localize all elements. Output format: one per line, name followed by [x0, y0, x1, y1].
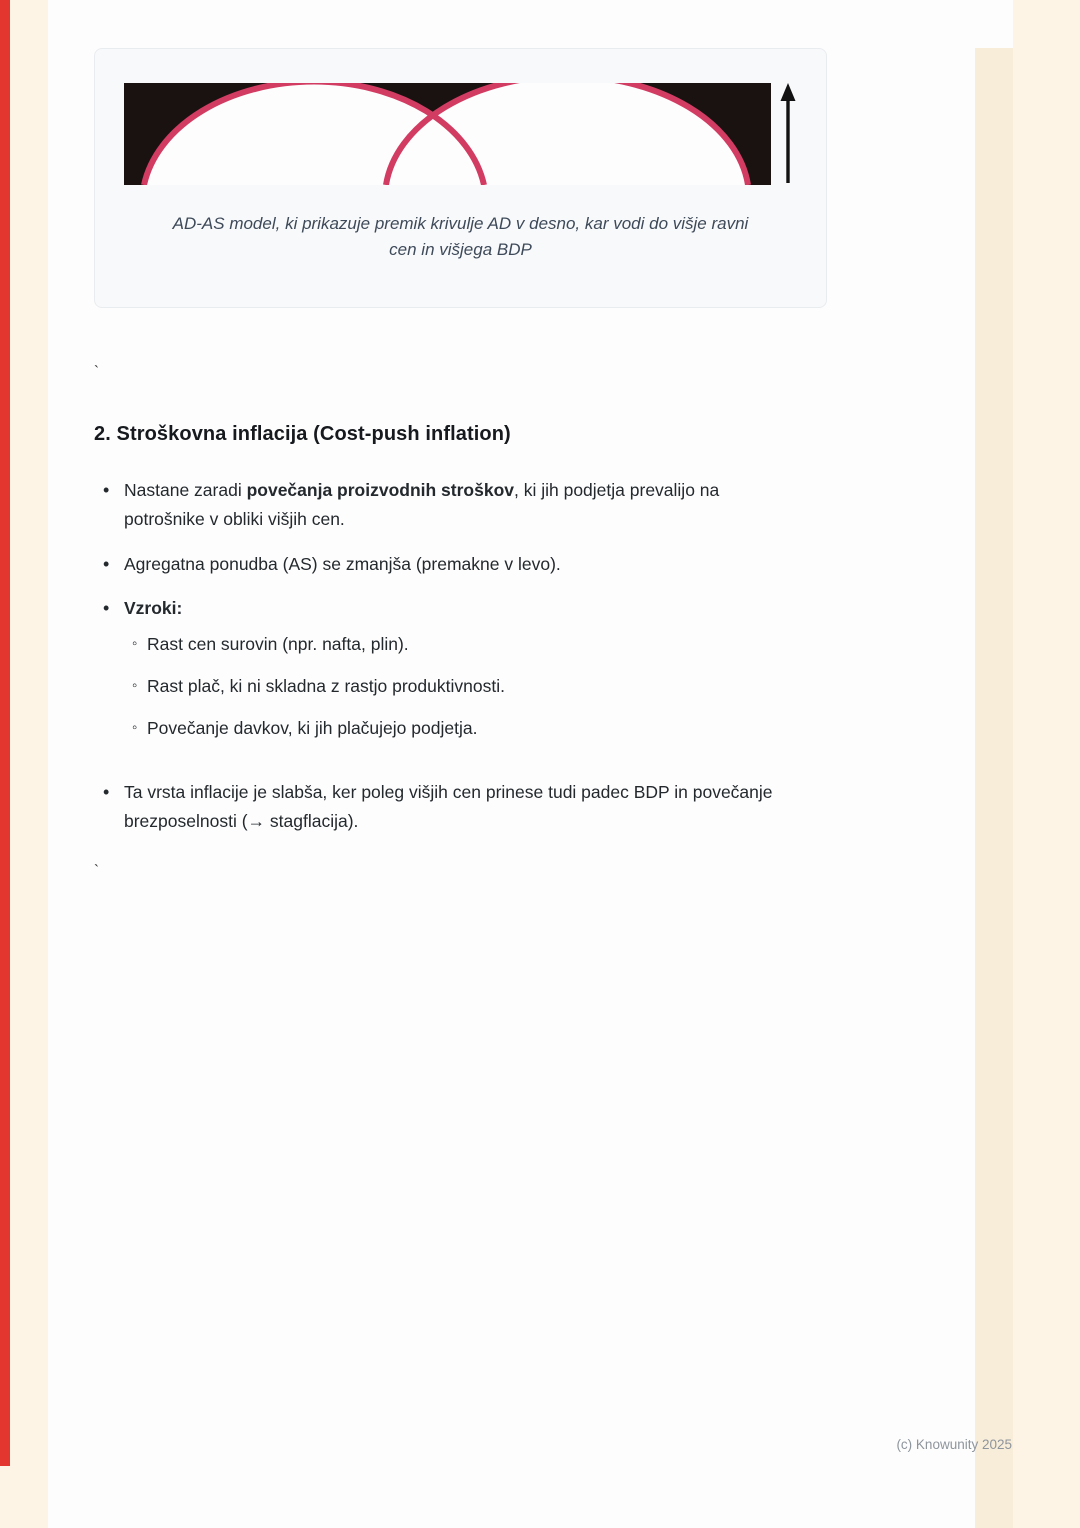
ad-as-curves-graphic	[124, 83, 771, 185]
sub-list-item-text: Rast cen surovin (npr. nafta, plin).	[147, 633, 409, 654]
list-item	[94, 550, 834, 579]
section-heading: 2. Stroškovna inflacija (Cost-push inflation)	[94, 423, 511, 445]
list-item	[94, 594, 834, 757]
b1-pre: Nastane zaradi	[124, 480, 247, 500]
sub-list-item	[124, 714, 505, 743]
stray-backtick-bottom: `	[94, 861, 99, 879]
sub-list-item-text: Povečanje davkov, ki jih plačujejo podjetja.	[147, 718, 478, 739]
chart-row	[124, 83, 797, 185]
copyright: (c) Knowunity 2025	[896, 1437, 1012, 1452]
sub-bullet-marker-icon: ◦	[132, 676, 138, 694]
stray-backtick-top: `	[94, 363, 99, 380]
up-arrow-icon	[779, 83, 797, 185]
right-margin-band	[975, 48, 1013, 1528]
sub-list-item	[124, 630, 505, 659]
figure-card	[94, 48, 827, 308]
sub-bullet-marker-icon: ◦	[132, 719, 138, 737]
bullet-marker-icon: •	[103, 598, 110, 619]
b1-post: , ki jih podjetja prevalijo na potrošnike v obliki višjih cen.	[124, 480, 720, 530]
page-content	[94, 48, 834, 878]
left-accent-bar	[0, 0, 10, 1466]
b3-label: Vzroki:	[124, 598, 183, 619]
ad-as-chart	[124, 83, 771, 185]
arrow-column	[771, 83, 797, 185]
sub-bullet-list	[124, 630, 505, 744]
bullet-list	[94, 476, 834, 837]
b1-bold: povečanja proizvodnih stroškov	[246, 480, 514, 500]
sub-bullet-marker-icon: ◦	[132, 634, 138, 652]
bullet-marker-icon: •	[103, 553, 110, 574]
figure-caption	[124, 211, 797, 264]
bullet-marker-icon: •	[103, 480, 110, 500]
sub-list-item-text: Rast plač, ki ni skladna z rastjo produktivnosti.	[147, 675, 505, 696]
sub-list-item	[124, 672, 505, 701]
list-item-text	[124, 594, 505, 757]
figure-caption-line1: AD-AS model, ki prikazuje premik krivulje AD v desno, kar vodi do višje ravni	[172, 214, 749, 233]
document-page	[48, 0, 1013, 1528]
figure-caption-line2: cen in višjega BDP	[389, 240, 532, 260]
list-item-text: Ta vrsta inflacije je slabša, ker poleg višjih cen prinese tudi padec BDP in povečanje brezposelnosti (→ stagflacija).	[124, 781, 773, 832]
list-item-text: Agregatna ponudba (AS) se zmanjša (premakne v levo).	[124, 553, 561, 574]
list-item	[94, 476, 834, 535]
bullet-marker-icon: •	[103, 781, 110, 802]
list-item-text	[124, 476, 786, 535]
list-item	[94, 778, 834, 837]
